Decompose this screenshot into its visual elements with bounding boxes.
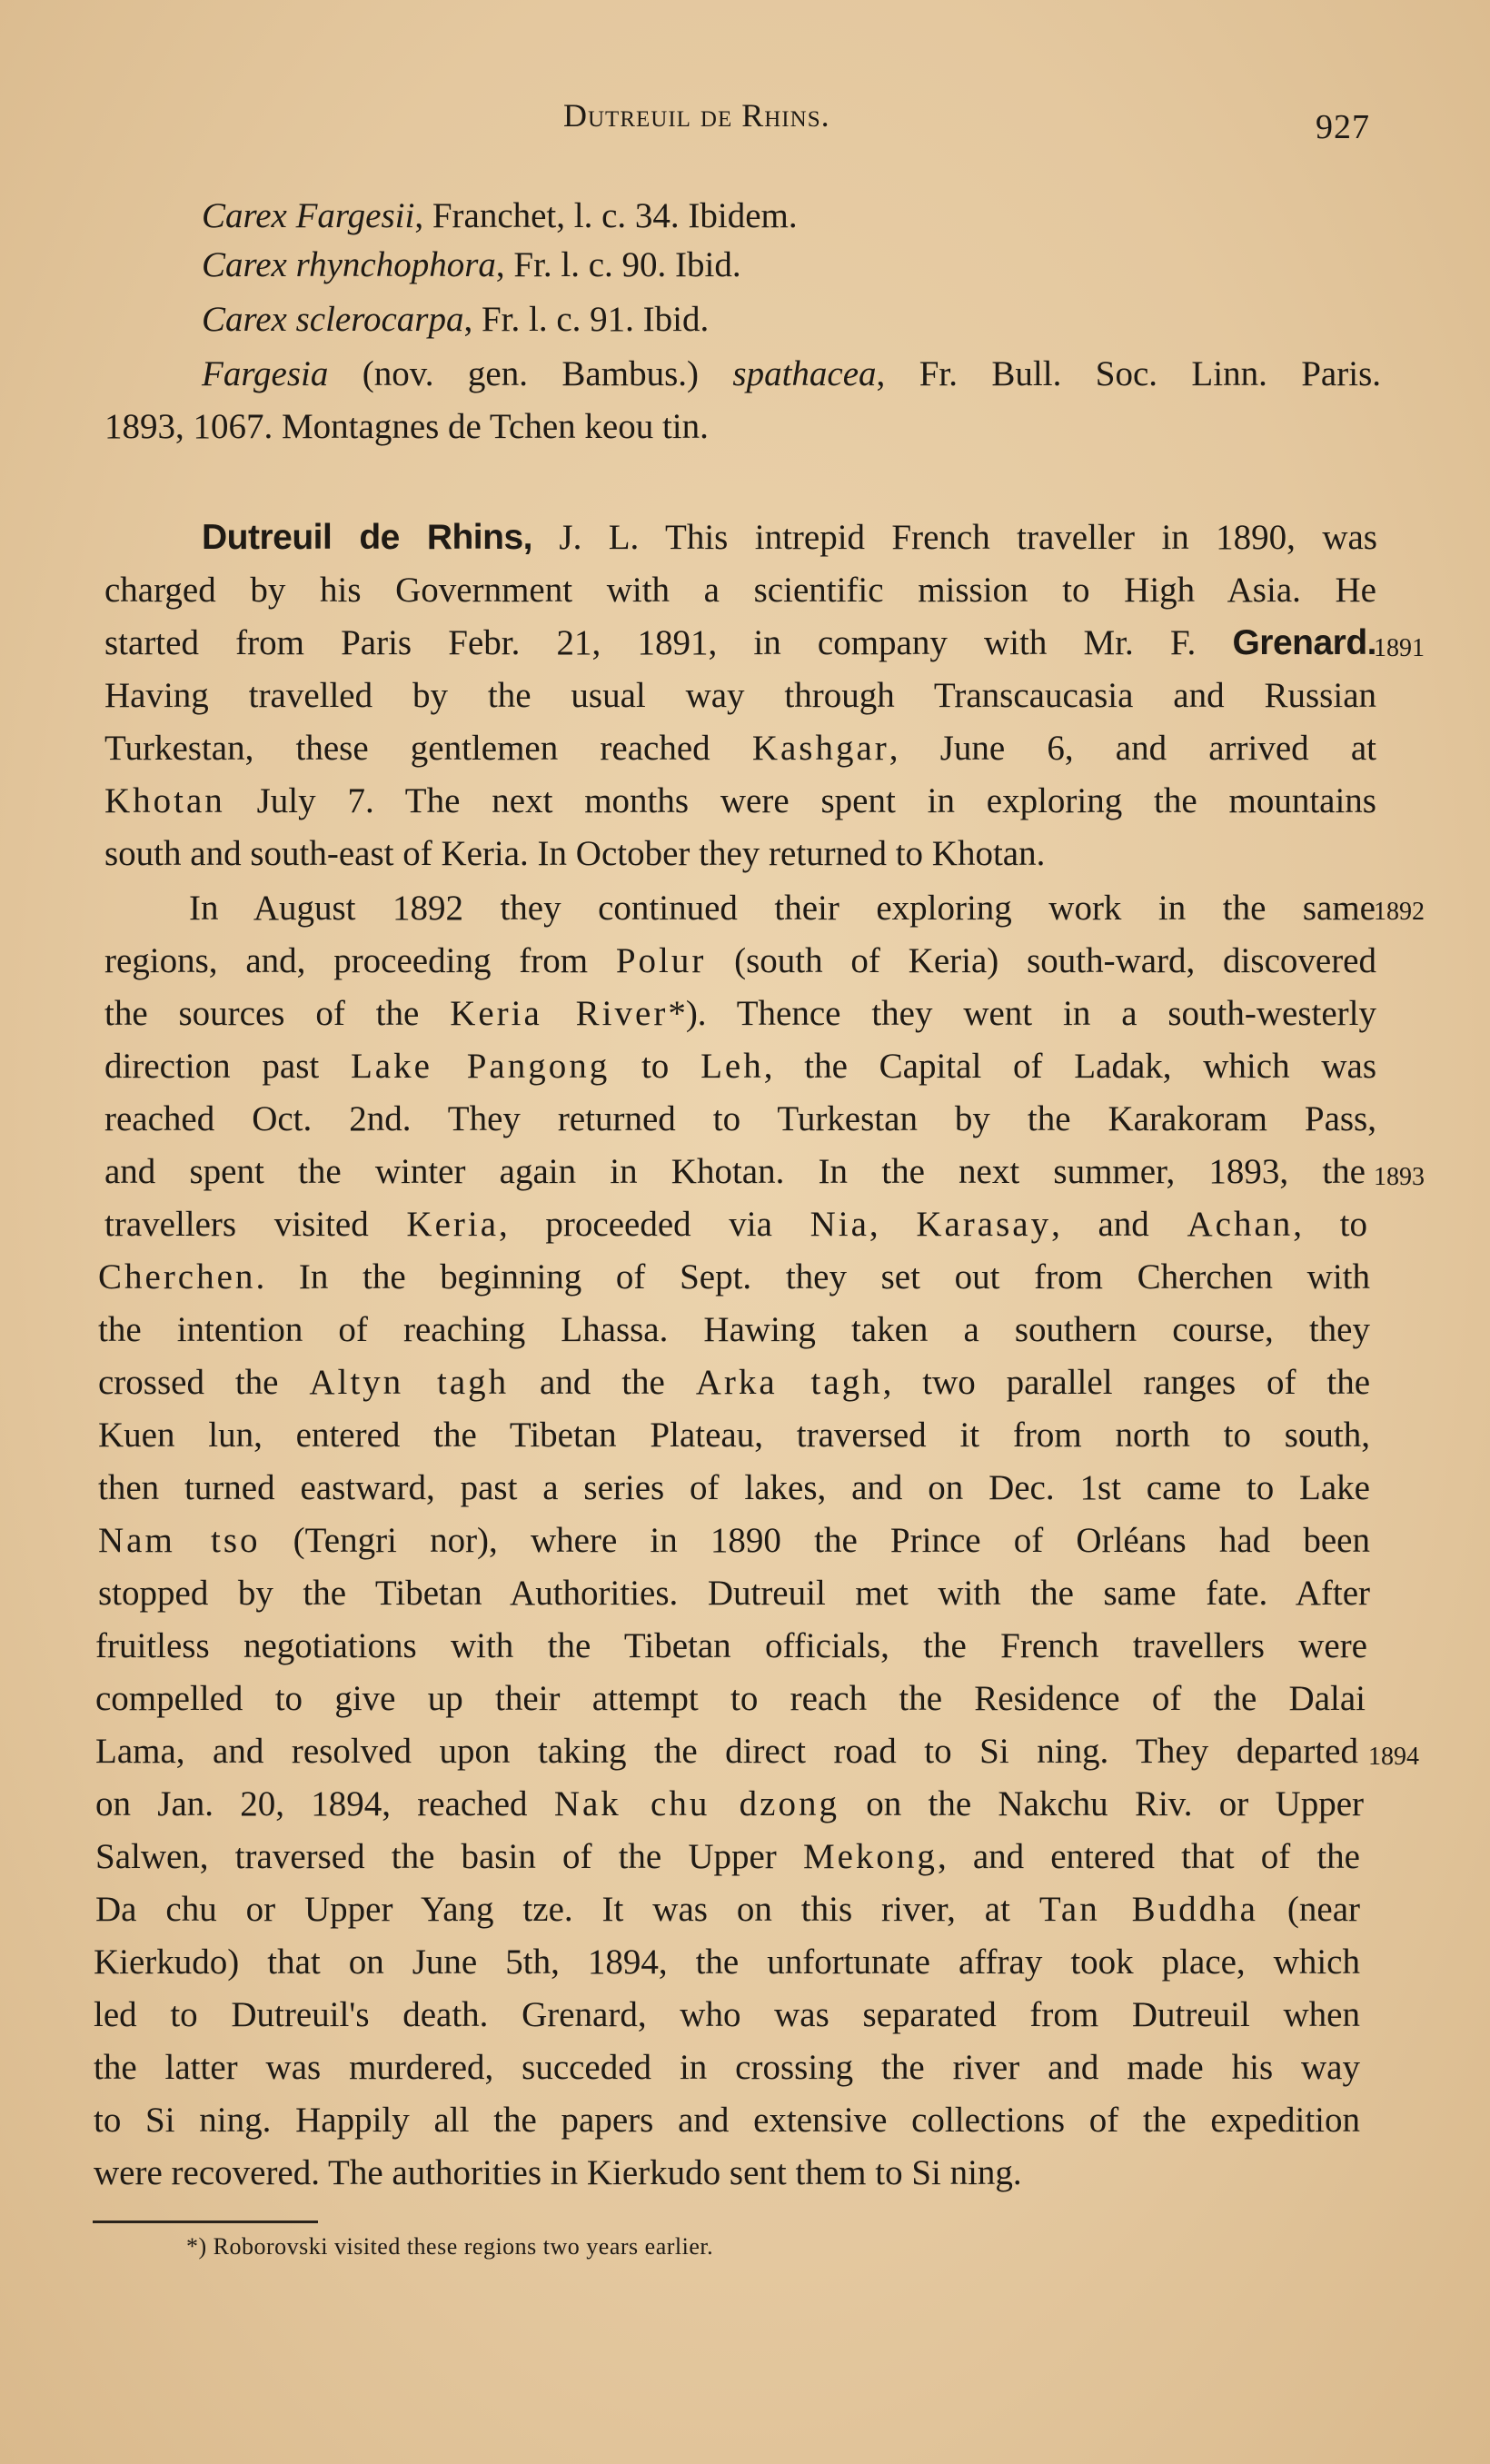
bio-line: In August 1892 they continued their exploring work in the same (189, 889, 1376, 928)
bio-text: regions, and, proceeding from (104, 941, 616, 980)
bio-text: on the Nakchu Riv. or Upper (839, 1784, 1364, 1823)
place-name: Nia (810, 1205, 869, 1244)
bio-line: the latter was murdered, succeded in crossing the river and made his way (94, 2048, 1360, 2087)
place-name: Tan Buddha (1038, 1890, 1258, 1929)
bio-text: (Tengri nor), where in 1890 the Prince of Orléans had been (260, 1521, 1370, 1560)
bio-text: Turkestan, these gentlemen reached (104, 729, 752, 768)
species-entry (202, 198, 798, 233)
bio-text: , two parallel ranges of the (882, 1363, 1371, 1402)
fargesia-entry-cont: 1893, 1067. Montagnes de Tchen keou tin. (104, 407, 709, 446)
bio-text: , (869, 1205, 917, 1244)
bio-line: then turned eastward, past a series of lakes, and on Dec. 1st came to Lake (98, 1468, 1370, 1507)
species-entry (202, 302, 709, 337)
bio-text: . In the beginning of Sept. they set out from Cherchen with (255, 1257, 1370, 1297)
bio-line: compelled to give up their attempt to reach the Residence of the Dalai (95, 1679, 1366, 1718)
bio-line (98, 1259, 1370, 1295)
citation: , Fr. Bull. Soc. Linn. Paris. (876, 354, 1381, 393)
bio-text: direction past (104, 1047, 351, 1086)
bio-line: Kierkudo) that on June 5th, 1894, the unfortunate affray took place, which (94, 1942, 1360, 1982)
bio-text: , and (1051, 1205, 1187, 1244)
place-name: Achan (1187, 1205, 1294, 1244)
species-name: Carex sclerocarpa (202, 300, 464, 339)
page-number: 927 (1316, 108, 1370, 146)
species-epithet: spathacea (732, 354, 877, 393)
footnote-rule (93, 2221, 318, 2223)
bio-text: on Jan. 20, 1894, reached (95, 1784, 554, 1823)
footnote: *) Roborovski visited these regions two years earlier. (186, 2233, 714, 2260)
species-entry (202, 247, 741, 283)
bio-line: stopped by the Tibetan Authorities. Dutreuil met with the same fate. After (98, 1574, 1370, 1613)
bio-line (104, 1048, 1376, 1084)
bio-line: the intention of reaching Lhassa. Hawing taken a southern course, they (98, 1310, 1370, 1349)
genus-note: (nov. gen. Bambus.) (328, 354, 733, 393)
bio-line: to Si ning. Happily all the papers and extensive collections of the expedition (94, 2101, 1360, 2140)
bio-text: July 7. The next months were spent in exploring the mountains (224, 781, 1376, 820)
bio-line: fruitless negotiations with the Tibetan officials, the French travellers were (95, 1626, 1367, 1665)
place-name: Keria (406, 1205, 500, 1244)
bio-line (104, 1207, 1367, 1242)
bio-text: Salwen, traversed the basin of the Upper (95, 1837, 803, 1876)
bio-text: J. L. This intrepid French traveller in 1890, was (532, 518, 1377, 557)
bio-line (95, 1786, 1364, 1822)
margin-year: 1892 (1374, 898, 1425, 926)
margin-year: 1891 (1374, 634, 1425, 662)
bio-line (104, 943, 1376, 979)
bio-line (98, 1365, 1370, 1400)
bio-text: crossed the (98, 1363, 310, 1402)
bio-text: started from Paris Febr. 21, 1891, in company with Mr. F. (104, 623, 1233, 662)
margin-year: 1893 (1374, 1163, 1425, 1191)
bio-line (104, 996, 1376, 1031)
species-reference: , Franchet, l. c. 34. Ibidem. (414, 196, 798, 235)
species-name: Carex Fargesii (202, 196, 415, 235)
place-name: Keria River (450, 994, 669, 1033)
bio-text: travellers visited (104, 1205, 407, 1244)
bio-line (95, 1892, 1360, 1927)
place-name: Karasay (916, 1205, 1052, 1244)
bio-text: Da chu or Upper Yang tze. It was on this river, at (95, 1890, 1039, 1929)
running-head-title: Dutreuil de Rhins. (563, 97, 830, 134)
place-name: Mekong (802, 1837, 938, 1876)
fargesia-entry (202, 356, 1381, 392)
bio-text: *). Thence they went in a south-westerly (668, 994, 1376, 1033)
bio-line: and spent the winter again in Khotan. In the next summer, 1893, the (104, 1152, 1366, 1191)
bio-line (104, 730, 1376, 766)
bio-line (98, 1523, 1370, 1558)
bio-line (202, 520, 1377, 555)
place-name: Cherchen (98, 1257, 256, 1297)
bio-text: , proceeded via (499, 1205, 810, 1244)
place-name: Arka tagh (695, 1363, 883, 1402)
species-reference: , Fr. l. c. 90. Ibid. (495, 245, 741, 284)
bio-line: Having travelled by the usual way through Transcaucasia and Russian (104, 676, 1376, 715)
bio-line: south and south-east of Keria. In October they returned to Khotan. (104, 834, 1046, 873)
place-name: Khotan (104, 781, 225, 820)
bio-text: , the Capital of Ladak, which was (763, 1047, 1376, 1086)
person-name: Grenard. (1232, 623, 1376, 662)
place-name: Altyn tagh (309, 1363, 510, 1402)
bio-line: reached Oct. 2nd. They returned to Turkestan by the Karakoram Pass, (104, 1099, 1376, 1138)
bio-line: charged by his Government with a scientific mission to High Asia. He (104, 571, 1376, 610)
entry-heading: Dutreuil de Rhins, (202, 518, 532, 557)
species-reference: , Fr. l. c. 91. Ibid. (463, 300, 710, 339)
bio-line: were recovered. The authorities in Kierkudo sent them to Si ning. (94, 2153, 1022, 2192)
bio-line (104, 625, 1376, 661)
place-name: Nam tso (98, 1521, 261, 1560)
bio-line: led to Dutreuil's death. Grenard, who was separated from Dutreuil when (94, 1995, 1360, 2034)
bio-text: , and entered that of the (937, 1837, 1360, 1876)
place-name: Leh (700, 1047, 764, 1086)
place-name: Lake Pangong (350, 1047, 611, 1086)
bio-line: Lama, and resolved upon taking the direct road to Si ning. They departed (95, 1732, 1358, 1771)
margin-year: 1894 (1368, 1743, 1419, 1771)
bio-text: to (610, 1047, 701, 1086)
place-name: Nak chu dzong (553, 1784, 839, 1823)
bio-text: (south of Keria) south-ward, discovered (706, 941, 1376, 980)
bio-line (95, 1839, 1360, 1874)
species-name: Carex rhynchophora (202, 245, 496, 284)
genus-name: Fargesia (202, 354, 329, 393)
bio-text: (near (1257, 1890, 1360, 1929)
bio-text: , to (1293, 1205, 1368, 1244)
bio-line (104, 783, 1376, 819)
bio-text: , June 6, and arrived at (889, 729, 1376, 768)
bio-text: and the (509, 1363, 696, 1402)
bio-text: the sources of the (104, 994, 451, 1033)
place-name: Kashgar (751, 729, 889, 768)
place-name: Polur (615, 941, 707, 980)
bio-line: Kuen lun, entered the Tibetan Plateau, traversed it from north to south, (98, 1416, 1370, 1455)
